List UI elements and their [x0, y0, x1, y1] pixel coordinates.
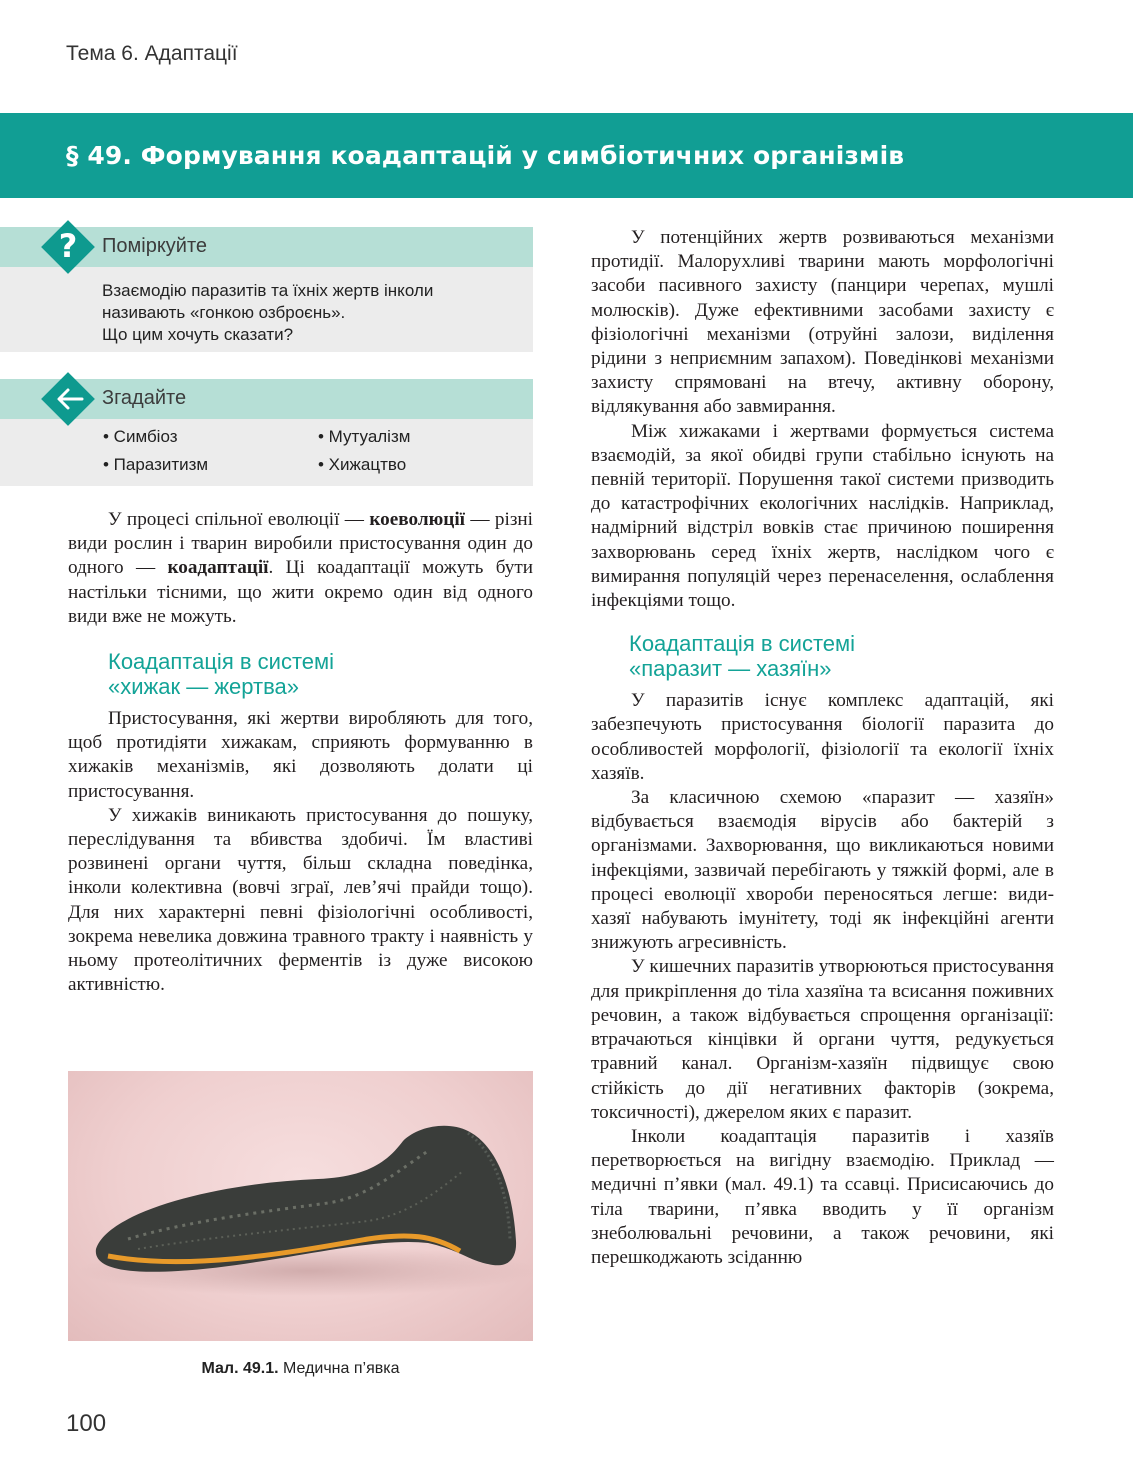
arrow-left-icon [54, 386, 86, 412]
paragraph: За класичною схемою «паразит — хазяїн» відбувається взаємодія вірусів або бактерій з організмами. Захворювання, що викликаються новими інфекціями, зазвичай перебігають у тяжкій формі, але в процесі еволюції хвороби переносяться легше: види-хазяї набувають імунітету, тоді як інфекційні агенти знижують агресивність. [591, 787, 1054, 954]
recall-box-header [0, 379, 533, 419]
think-line: Що цим хочуть сказати? [102, 325, 294, 344]
think-box-header [0, 227, 533, 267]
recall-list [0, 419, 533, 483]
section-heading-parasite-host: Коадаптація в системі «паразит — хазяїн» [629, 631, 856, 682]
right-column [591, 226, 1054, 1270]
recall-item: • Симбіоз [103, 427, 178, 446]
recall-box [0, 379, 533, 486]
recall-item: • Мутуалізм [318, 427, 411, 446]
leech-illustration [68, 1071, 533, 1341]
figure-text: Медична п’явка [283, 1360, 400, 1377]
term-coadaptation: коадаптації [167, 557, 269, 579]
section-heading-predator-prey: Коадаптація в системі «хижак — жертва» [108, 649, 335, 700]
term-coevolution: коеволюції [369, 509, 465, 530]
paragraph: У хижаків виникають пристосування до пошуку, переслідування та вбивства здобичі. Їм властиві розвинені органи чуття, більш складна поведінка, інколи колективна (вовчі зграї, лев’ячі прайди тощо). Для них характерні певні фізіологічні особливості, зокрема невелика довжина травного тракту і наявність у ньому протеолітичних ферментів із дуже високою активністю. [68, 804, 533, 996]
title-banner [0, 113, 1133, 198]
think-text [0, 267, 533, 346]
think-line: Взаємодію паразитів та їхніх жертв інколи [102, 281, 434, 300]
paragraph: У паразитів існує комплекс адаптацій, які забезпечують пристосування біології паразита до особливостей морфології, фізіології та екології їхніх хазяїв. [591, 690, 1054, 784]
page-title: § 49. Формування коадаптацій у симбіотичних організмів [66, 141, 905, 170]
think-box [0, 227, 533, 352]
recall-heading: Згадайте [102, 387, 187, 409]
figure-caption [68, 1360, 533, 1378]
leech-photo [68, 1071, 533, 1341]
intro-paragraph: У процесі спільної еволюції — коеволюції — різні види рослин і тварин виробили пристосування один до одного — коадаптації. Ці коадаптації можуть бути настільки тісними, що жити окремо один від одного види вже не можуть. [68, 509, 534, 627]
think-line: називають «гонкою озброєнь». [102, 303, 346, 322]
paragraph: Між хижаками і жертвами формується система взаємодій, за якої обидві групи стабільно існують на певній території. Порушення такої системи призводить до катастрофічних екологічних наслідків. Наприклад, надмірний відстріл вовків стає причиною поширення захворювань серед їхніх жертв, наслідком чого є вимирання популяцій через перенаселення, ослаблення інфекціями тощо. [591, 420, 1054, 612]
paragraph: У кишечних паразитів утворюються пристосування для прикріплення до тіла хазяїна та всисання поживних речовин, а також відбувається спрощення організації: втрачаються кінцівки й органи чуття, редукується травний канал. Організм-хазяїн підвищує свою стійкість до дії негативних факторів (зокрема, токсичності), джерелом яких є паразит. [591, 956, 1054, 1123]
paragraph: Інколи коадаптація паразитів і хазяїв перетворюється на вигідну взаємодію. Приклад — медичні п’явки (мал. 49.1) та ссавці. Присисаючись до тіла тварини, п’явка вводить у її організм знеболювальні речовини, а також речовини, які перешкоджають зсіданню [591, 1125, 1054, 1268]
running-head: Тема 6. Адаптації [66, 42, 238, 65]
paragraph: Пристосування, які жертви виробляють для того, щоб протидіяти хижакам, сприяють формуванню в хижаків механізмів, які дозволяють долати ці пристосування. [68, 708, 533, 802]
page-number: 100 [66, 1410, 107, 1437]
figure-label: Мал. 49.1. [201, 1360, 279, 1377]
recall-item: • Хижацтво [318, 455, 407, 474]
question-icon: ? [58, 227, 78, 265]
think-heading: Поміркуйте [102, 235, 208, 257]
recall-item: • Паразитизм [103, 455, 209, 474]
left-column [68, 508, 533, 997]
paragraph: У потенційних жертв розвиваються механізми протидії. Малорухливі тварини мають морфологічні засоби пасивного захисту (панцири черепах, мушлі молюсків). Дуже ефективними засобами захисту є фізіологічні механізми (отруйні залози, виділення рідини з неприємним запахом). Поведінкові механізми захисту спрямовані на втечу, активну оборону, відлякування або завмирання. [591, 227, 1054, 418]
